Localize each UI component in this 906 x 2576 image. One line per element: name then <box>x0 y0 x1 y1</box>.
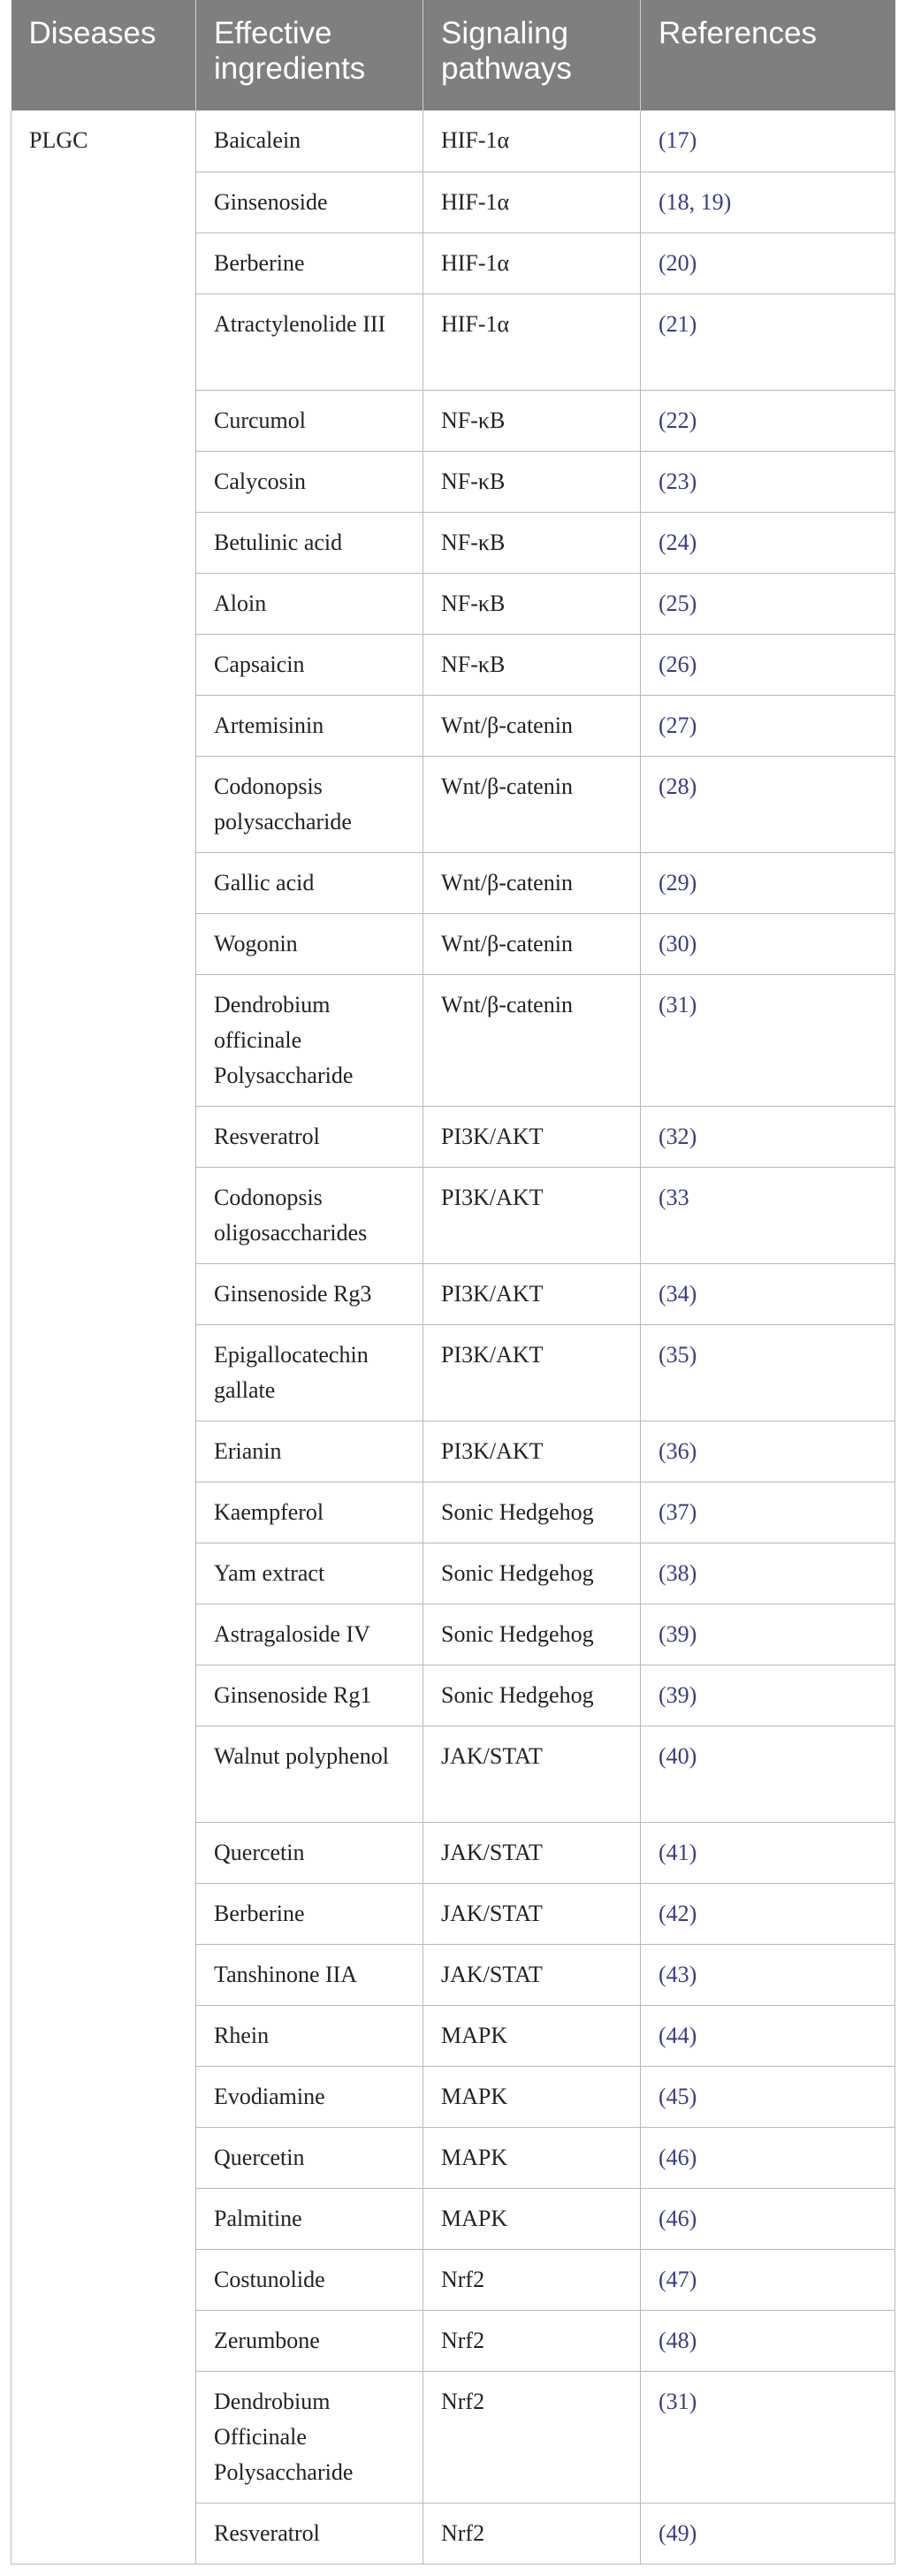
pathway-cell: NF-κB <box>423 573 641 634</box>
ingredient-cell: Ginsenoside Rg1 <box>196 1665 423 1726</box>
reference-link[interactable]: (32) <box>641 1106 895 1167</box>
pathway-cell: JAK/STAT <box>423 1944 641 2005</box>
ingredient-cell: Astragaloside IV <box>196 1604 423 1665</box>
ingredient-cell: Wogonin <box>196 913 423 974</box>
reference-link[interactable]: (24) <box>641 512 895 573</box>
pathway-cell: PI3K/AKT <box>423 1263 641 1324</box>
ingredient-cell: Kaempferol <box>196 1482 423 1543</box>
pathway-cell: MAPK <box>423 2188 641 2249</box>
pathway-cell: Wnt/β-catenin <box>423 974 641 1106</box>
header-diseases: Diseases <box>11 0 196 111</box>
ingredient-cell: Dendrobium officinale Polysaccharide <box>196 974 423 1106</box>
header-ingredients: Effective ingredients <box>196 0 423 111</box>
reference-link[interactable]: (31) <box>641 2371 895 2503</box>
pathway-cell: PI3K/AKT <box>423 1106 641 1167</box>
reference-link[interactable]: (38) <box>641 1543 895 1604</box>
ingredient-cell: Berberine <box>196 232 423 293</box>
pathway-cell: HIF-1α <box>423 232 641 293</box>
ingredient-cell: Erianin <box>196 1421 423 1482</box>
pathway-cell: Wnt/β-catenin <box>423 852 641 913</box>
reference-link[interactable]: (44) <box>641 2005 895 2066</box>
ingredient-cell: Capsaicin <box>196 634 423 695</box>
ingredient-cell: Aloin <box>196 573 423 634</box>
pathway-cell: JAK/STAT <box>423 1726 641 1822</box>
reference-link[interactable]: (31) <box>641 974 895 1106</box>
reference-link[interactable]: (21) <box>641 293 895 390</box>
ingredient-cell: Dendrobium Officinale Polysaccharide <box>196 2371 423 2503</box>
header-references: References <box>641 0 895 111</box>
pathway-cell: Wnt/β-catenin <box>423 913 641 974</box>
reference-link[interactable]: (47) <box>641 2249 895 2310</box>
ingredient-cell: Zerumbone <box>196 2310 423 2371</box>
ingredients-table <box>11 0 895 2565</box>
reference-link[interactable]: (46) <box>641 2188 895 2249</box>
pathway-cell: HIF-1α <box>423 171 641 232</box>
reference-link[interactable]: (20) <box>641 232 895 293</box>
ingredient-cell: Epigallocatechin gallate <box>196 1324 423 1421</box>
pathway-cell: HIF-1α <box>423 293 641 390</box>
ingredient-cell: Codonopsis oligosaccharides <box>196 1167 423 1263</box>
pathway-cell: Wnt/β-catenin <box>423 756 641 852</box>
pathway-cell: NF-κB <box>423 451 641 512</box>
ingredient-cell: Codonopsis polysaccharide <box>196 756 423 852</box>
reference-link[interactable]: (40) <box>641 1726 895 1822</box>
reference-link[interactable]: (33 <box>641 1167 895 1263</box>
pathway-cell: Sonic Hedgehog <box>423 1604 641 1665</box>
ingredient-cell: Resveratrol <box>196 1106 423 1167</box>
ingredient-cell: Tanshinone IIA <box>196 1944 423 2005</box>
reference-link[interactable]: (34) <box>641 1263 895 1324</box>
ingredient-cell: Artemisinin <box>196 695 423 756</box>
reference-link[interactable]: (43) <box>641 1944 895 2005</box>
ingredient-cell: Quercetin <box>196 1822 423 1883</box>
pathway-cell: PI3K/AKT <box>423 1421 641 1482</box>
header-row <box>11 0 895 111</box>
reference-link[interactable]: (39) <box>641 1665 895 1726</box>
disease-cell: PLGC <box>11 111 196 2564</box>
pathway-cell: PI3K/AKT <box>423 1167 641 1263</box>
reference-link[interactable]: (22) <box>641 390 895 451</box>
reference-link[interactable]: (26) <box>641 634 895 695</box>
pathway-cell: Nrf2 <box>423 2310 641 2371</box>
reference-link[interactable]: (35) <box>641 1324 895 1421</box>
pathway-cell: Sonic Hedgehog <box>423 1543 641 1604</box>
reference-link[interactable]: (37) <box>641 1482 895 1543</box>
ingredient-cell: Walnut polyphenol <box>196 1726 423 1822</box>
pathway-cell: NF-κB <box>423 512 641 573</box>
reference-link[interactable]: (18, 19) <box>641 171 895 232</box>
ingredient-cell: Betulinic acid <box>196 512 423 573</box>
ingredient-cell: Berberine <box>196 1883 423 1944</box>
reference-link[interactable]: (25) <box>641 573 895 634</box>
reference-link[interactable]: (23) <box>641 451 895 512</box>
pathway-cell: HIF-1α <box>423 111 641 171</box>
pathway-cell: JAK/STAT <box>423 1822 641 1883</box>
ingredient-cell: Atractylenolide III <box>196 293 423 390</box>
pathway-cell: Sonic Hedgehog <box>423 1482 641 1543</box>
reference-link[interactable]: (17) <box>641 111 895 171</box>
ingredient-cell: Ginsenoside <box>196 171 423 232</box>
pathway-cell: Sonic Hedgehog <box>423 1665 641 1726</box>
reference-link[interactable]: (45) <box>641 2066 895 2127</box>
pathway-cell: PI3K/AKT <box>423 1324 641 1421</box>
pathway-cell: Nrf2 <box>423 2503 641 2564</box>
reference-link[interactable]: (36) <box>641 1421 895 1482</box>
pathway-cell: Nrf2 <box>423 2371 641 2503</box>
ingredient-cell: Quercetin <box>196 2127 423 2188</box>
ingredient-cell: Calycosin <box>196 451 423 512</box>
reference-link[interactable]: (41) <box>641 1822 895 1883</box>
ingredient-cell: Yam extract <box>196 1543 423 1604</box>
pathway-cell: NF-κB <box>423 390 641 451</box>
reference-link[interactable]: (27) <box>641 695 895 756</box>
ingredient-cell: Palmitine <box>196 2188 423 2249</box>
ingredient-cell: Curcumol <box>196 390 423 451</box>
table-row <box>11 111 895 171</box>
table-body <box>11 111 895 2564</box>
pathway-cell: NF-κB <box>423 634 641 695</box>
ingredient-cell: Rhein <box>196 2005 423 2066</box>
pathway-cell: Nrf2 <box>423 2249 641 2310</box>
pathway-cell: Wnt/β-catenin <box>423 695 641 756</box>
header-pathways: Signaling pathways <box>423 0 641 111</box>
reference-link[interactable]: (42) <box>641 1883 895 1944</box>
reference-link[interactable]: (46) <box>641 2127 895 2188</box>
reference-link[interactable]: (49) <box>641 2503 895 2564</box>
pathway-cell: MAPK <box>423 2005 641 2066</box>
ingredient-cell: Costunolide <box>196 2249 423 2310</box>
pathway-cell: JAK/STAT <box>423 1883 641 1944</box>
pathway-cell: MAPK <box>423 2066 641 2127</box>
reference-link[interactable]: (30) <box>641 913 895 974</box>
reference-link[interactable]: (28) <box>641 756 895 852</box>
pathway-cell: MAPK <box>423 2127 641 2188</box>
ingredient-cell: Gallic acid <box>196 852 423 913</box>
ingredient-cell: Ginsenoside Rg3 <box>196 1263 423 1324</box>
reference-link[interactable]: (39) <box>641 1604 895 1665</box>
reference-link[interactable]: (48) <box>641 2310 895 2371</box>
reference-link[interactable]: (29) <box>641 852 895 913</box>
ingredient-cell: Resveratrol <box>196 2503 423 2564</box>
ingredient-cell: Baicalein <box>196 111 423 171</box>
ingredient-cell: Evodiamine <box>196 2066 423 2127</box>
